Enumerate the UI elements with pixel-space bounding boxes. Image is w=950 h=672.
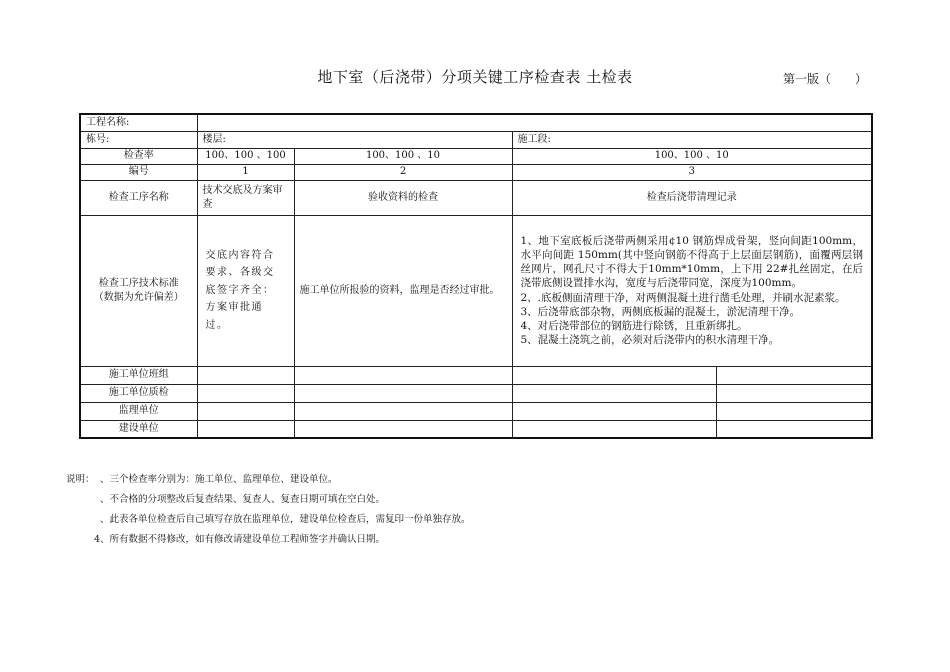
project-name-label: 工程名称:	[80, 114, 197, 131]
check-rate-1: 100、100 、100	[197, 148, 294, 164]
version-label: 第一版（ ）	[783, 72, 868, 86]
project-name-row	[80, 114, 872, 131]
standard-row	[80, 215, 872, 366]
process-name-label: 检查工序名称	[80, 180, 197, 215]
number-3: 3	[512, 164, 872, 180]
standard-label-line2: （数据为允许偏差）	[93, 291, 184, 303]
project-name-field[interactable]	[197, 114, 872, 131]
check-rate-2: 100、100 、10	[294, 148, 512, 164]
sign-row	[80, 420, 872, 438]
sign-cell[interactable]	[512, 420, 716, 438]
process-name-2: 验收资料的检查	[294, 180, 512, 215]
standard-3-item: 1、地下室底板后浇带两侧采用¢10 钢筋焊成骨架，竖向间距100mm，水平向间距 150mm(其中竖向钢筋不得高于上层面层钢筋)，面覆两层钢丝网片，网孔尺寸不得大于10mm*10mm，上下用 22#扎丝固定，在后浇带底侧设置排水沟，宽度与后浇带同宽，深度为100mm。	[520, 234, 863, 290]
sign-cell[interactable]	[197, 402, 294, 420]
sign-row	[80, 402, 872, 420]
inspection-table	[79, 113, 873, 439]
note-line	[66, 470, 471, 490]
page-title: 地下室（后浇带）分项关键工序检查表 土检表	[317, 68, 633, 86]
number-2: 2	[294, 164, 512, 180]
standard-3-item: 5、混凝土浇筑之前，必须对后浇带内的积水清理干净。	[520, 334, 780, 347]
check-rate-3: 100、100 、10	[512, 148, 872, 164]
sign-cell[interactable]	[294, 366, 512, 384]
standard-3-item: 4、对后浇带部位的钢筋进行除锈，且重新绑扎。	[520, 319, 748, 332]
process-name-row	[80, 180, 872, 215]
sign-cell[interactable]	[716, 366, 872, 384]
section-label: 施工段:	[512, 131, 872, 148]
notes-label: 说明：	[66, 474, 95, 485]
sign-row-label: 施工单位质检	[80, 384, 197, 402]
process-name-1: 技术交底及方案审查	[197, 180, 294, 215]
sign-cell[interactable]	[716, 420, 872, 438]
location-row	[80, 131, 872, 148]
standard-3-item: 2、.底板侧面清理干净，对两侧混凝土进行凿毛处理，并刷水泥素浆。	[520, 291, 846, 304]
standard-1: 交底内容符合要求、各级交底签字齐全：方案审批通过。	[197, 215, 294, 366]
note-line	[66, 490, 471, 510]
notes-section	[66, 470, 471, 550]
note-item: 、不合格的分项整改后复查结果、复查人、复查日期可填在空白处。	[100, 494, 386, 505]
standard-2: 施工单位所报验的资料，监理是否经过审批。	[294, 215, 512, 366]
sign-row	[80, 384, 872, 402]
sign-cell[interactable]	[294, 384, 512, 402]
sign-cell[interactable]	[512, 384, 716, 402]
standard-3-item: 3、后浇带底部杂物，两侧底板漏的混凝土，淤泥清理干净。	[520, 305, 801, 318]
floor-label: 楼层:	[197, 131, 512, 148]
number-row	[80, 164, 872, 180]
standard-label	[80, 215, 197, 366]
sign-cell[interactable]	[197, 420, 294, 438]
sign-cell[interactable]	[716, 402, 872, 420]
sign-row	[80, 366, 872, 384]
sign-cell[interactable]	[512, 402, 716, 420]
number-label: 编号	[80, 164, 197, 180]
sign-cell[interactable]	[197, 384, 294, 402]
process-name-3: 检查后浇带清理记录	[512, 180, 872, 215]
building-label: 栋号:	[80, 131, 197, 148]
sign-cell[interactable]	[294, 420, 512, 438]
sign-cell[interactable]	[716, 384, 872, 402]
note-line	[66, 510, 471, 530]
sign-cell[interactable]	[294, 402, 512, 420]
standard-3	[512, 215, 872, 366]
check-rate-row	[80, 148, 872, 164]
sign-cell[interactable]	[512, 366, 716, 384]
sign-row-label: 施工单位班组	[80, 366, 197, 384]
sign-row-label: 监理单位	[80, 402, 197, 420]
note-item: 4、所有数据不得修改，如有修改请建设单位工程师签字并确认日期。	[94, 534, 386, 545]
check-rate-label: 检查率	[80, 148, 197, 164]
note-line	[66, 530, 471, 550]
note-item: 、此表各单位检查后自己填写存放在监理单位，建设单位检查后，需复印一份单独存放。	[100, 514, 471, 525]
sign-cell[interactable]	[197, 366, 294, 384]
number-1: 1	[197, 164, 294, 180]
sign-row-label: 建设单位	[80, 420, 197, 438]
standard-label-line1: 检查工序技术标准	[98, 278, 179, 289]
note-item: 、三个检查率分别为：施工单位、监理单位、建设单位。	[100, 474, 338, 485]
